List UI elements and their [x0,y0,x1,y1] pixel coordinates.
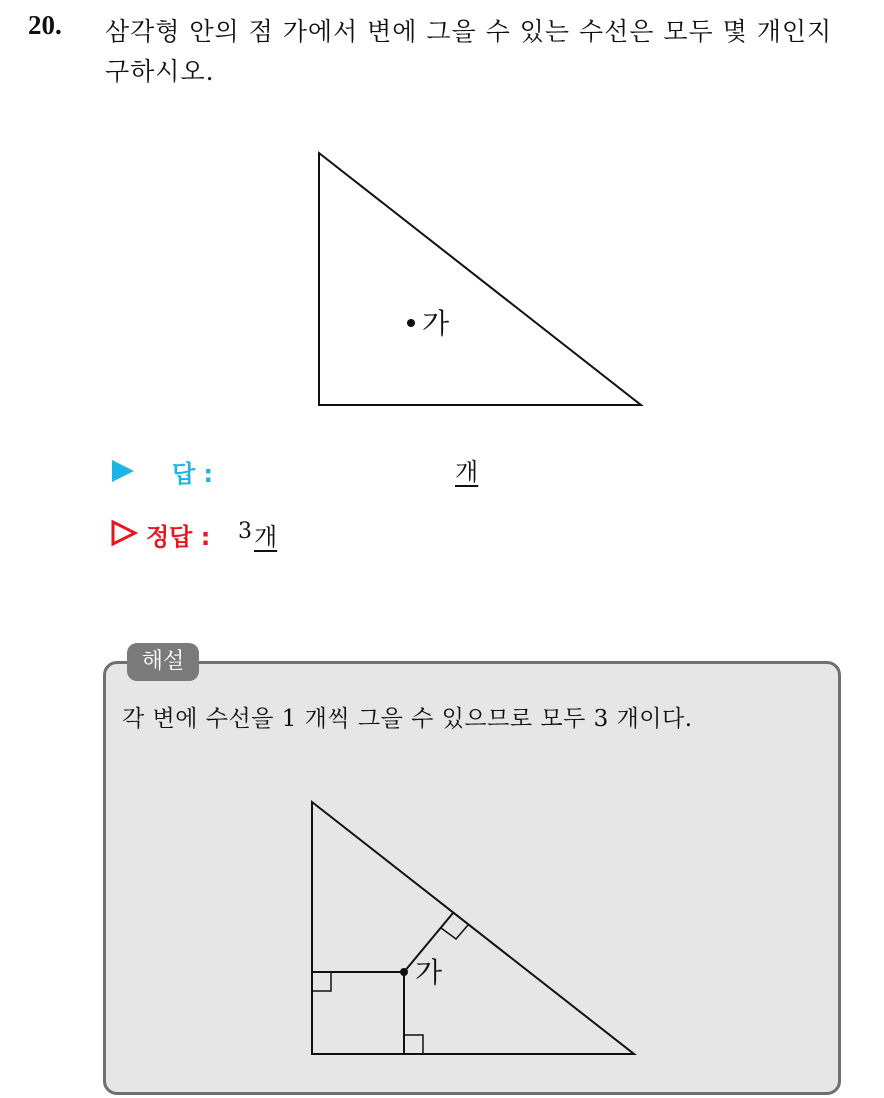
answer-label: 답 : [172,460,214,488]
correct-answer-label: 정답 : [146,523,211,551]
question-text: 삼각형 안의 점 가에서 변에 그을 수 있는 수선은 모두 몇 개인지 구하시오. [105,17,833,86]
question-number: 20. [28,10,62,40]
right-angle-mark-hypotenuse [441,925,468,939]
correct-answer-value: 3 [238,519,252,544]
right-angle-mark-bottom [404,1035,423,1054]
solution-text: 각 변에 수선을 1 개씩 그을 수 있으므로 모두 3 개이다. [122,706,693,732]
solution-tag: 해설 [127,643,199,681]
answer-unit: 개 [455,458,479,486]
solution-point-ga-label: 가 [415,956,443,989]
right-angle-mark-left [312,972,331,991]
solution-point-ga [400,968,408,976]
solution-triangle [312,802,634,1054]
point-ga-label: 가 [422,307,450,340]
correct-answer-unit: 개 [254,523,278,551]
